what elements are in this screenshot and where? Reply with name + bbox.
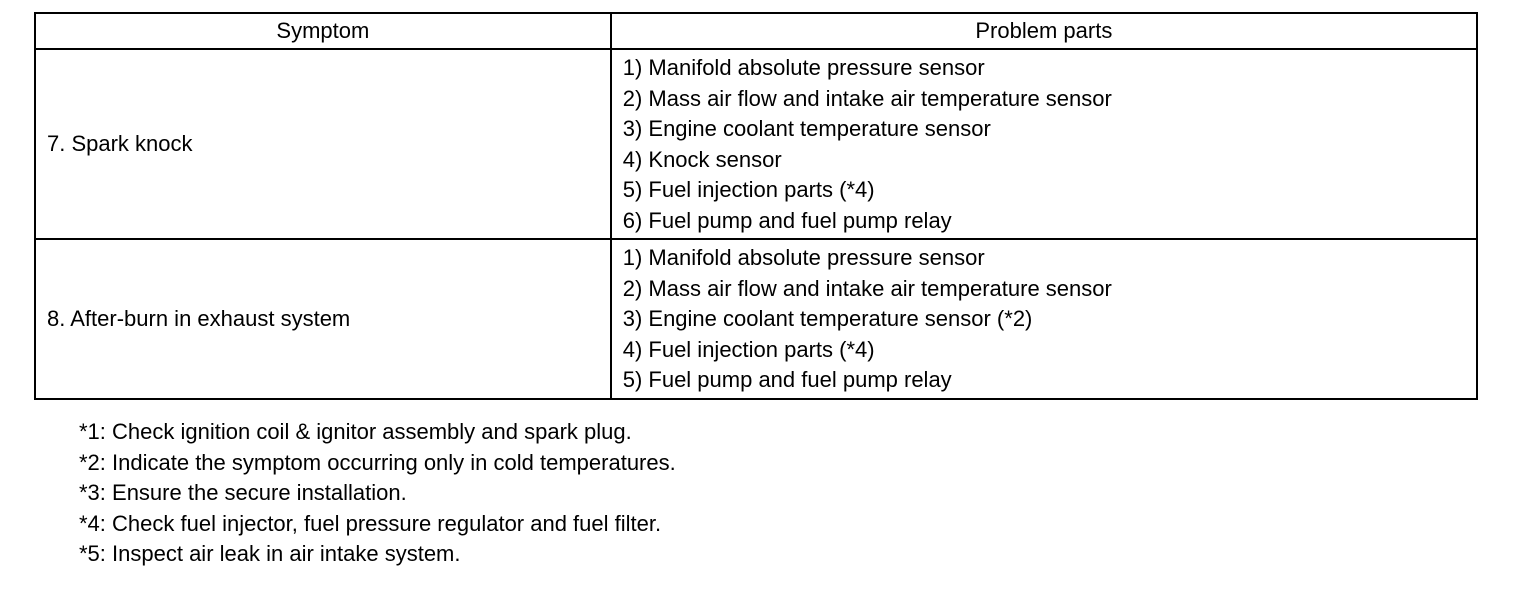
- symptom-cell: 7. Spark knock: [35, 49, 611, 239]
- header-symptom: Symptom: [35, 13, 611, 49]
- footnote: *4: Check fuel injector, fuel pressure regulator and fuel filter.: [79, 510, 662, 536]
- part-item: 2) Mass air flow and intake air temperature sensor: [622, 275, 1112, 301]
- part-item: 4) Knock sensor: [622, 146, 782, 172]
- table-row: [35, 239, 1477, 399]
- part-item: 5) Fuel pump and fuel pump relay: [622, 367, 952, 392]
- table-header-row: [35, 13, 1477, 49]
- part-item: 1) Manifold absolute pressure sensor: [622, 55, 985, 80]
- footnotes: [79, 417, 676, 570]
- part-item: 5) Fuel injection parts (*4): [622, 177, 875, 202]
- footnote: *3: Ensure the secure installation.: [79, 480, 407, 505]
- part-item: 4) Fuel injection parts (*4): [622, 336, 875, 362]
- part-item: 6) Fuel pump and fuel pump relay: [622, 207, 952, 233]
- symptom-cell: 8. After-burn in exhaust system: [35, 239, 611, 399]
- part-item: 2) Mass air flow and intake air temperature sensor: [622, 85, 1112, 111]
- part-item: 1) Manifold absolute pressure sensor: [622, 245, 985, 270]
- header-problem-parts: Problem parts: [611, 13, 1477, 49]
- problem-parts-cell: [611, 239, 1477, 399]
- footnote: *1: Check ignition coil & ignitor assembly and spark plug.: [79, 419, 632, 444]
- symptom-table: [34, 12, 1478, 400]
- table-row: [35, 49, 1477, 239]
- footnote: *5: Inspect air leak in air intake system.: [79, 541, 461, 566]
- part-item: 3) Engine coolant temperature sensor: [622, 116, 991, 141]
- part-item: 3) Engine coolant temperature sensor (*2): [622, 306, 1033, 331]
- problem-parts-cell: [611, 49, 1477, 239]
- footnote: *2: Indicate the symptom occurring only in cold temperatures.: [79, 449, 676, 475]
